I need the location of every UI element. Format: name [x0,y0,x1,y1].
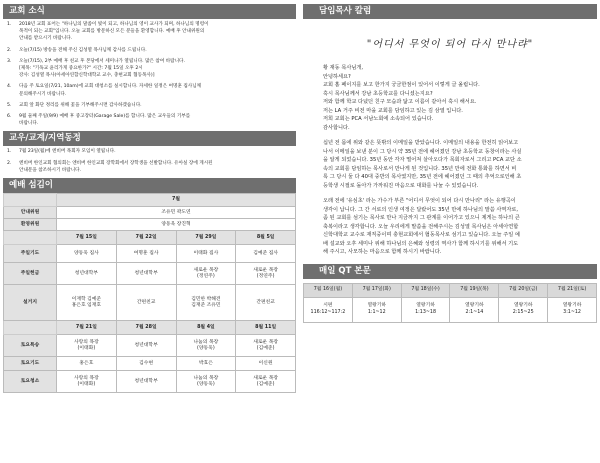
schedule-cell: 조유민 곽도연 [57,207,296,219]
schedule-cell: 양동욱 장진혁 [57,219,296,231]
column-line: 생각이 납니다. 그 간 서로의 인생 여정은 달랐어도 35년 만에 하나님의 말씀 사역자로, [323,206,519,213]
notice-line: 다음 주 토요일(7/21, 10am)에 교회 대청소를 실시합니다. 자세한 일정은 여명훈 집사님께 [19,84,202,90]
notice-line: 안내를 받으시기 바랍니다. [19,36,73,42]
notice-item [7,113,292,127]
qt-passages-row [304,297,597,322]
notice-number: 4. [7,84,12,90]
column-line: 축복이라고 생각합니다. 오늘 우리에게 말씀을 전해주시는 김성열 목사님은 아세아연합 [323,223,519,230]
schedule-cell: 청년대학부 [116,335,176,357]
dates-row [4,321,296,335]
column-line: 황 재동 목사님개, [323,65,364,71]
qt-book: 열왕기하 [513,303,533,308]
schedule-cell: 7월 29일 [176,231,236,245]
qt-verses: 3:1~12 [563,309,581,315]
schedule-row [4,285,296,321]
schedule-cell: 청년대학부 [57,263,117,285]
notice-number: 6. [7,114,12,120]
column-line: 신학대학교 교수로 재직중이며 충현교회에서 협동목사로 섬기고 있습니다. 오늘 주일 예 [323,232,520,238]
qt-book: 시편 [323,303,333,308]
notice-body [19,102,142,109]
schedule-cell: 7월 15일 [57,231,117,245]
schedule-cell: 이재학 김예준 홍은호 임재호 [57,285,117,321]
schedule-cell: 김민한 박해견 김재준 조유민 [176,285,236,321]
left-column [3,4,296,393]
schedule-cell [4,194,57,207]
qt-verses: 2:1~14 [465,309,484,315]
schedule-cell: 청년대학부 [116,263,176,285]
schedule-cell: 청년대학부 [116,371,176,393]
qt-day: 7월 16일(월) [304,283,353,297]
notice-subline: 강사: 김성열 목사(아세아연합신학대학교 교수, 충현교회 협동목사)] [19,73,155,79]
right-column [303,4,597,323]
column-paragraph [323,64,589,132]
notice-body [19,47,147,54]
qt-days-row [304,283,597,297]
qt-book: 열왕기하 [562,303,582,308]
notice-line: 9월 둘째 주일(9/9) 예배 후 중고장터(Garage Sale)를 합니다. 많은 교우들의 기부를 [19,114,191,120]
notice-body [19,21,209,43]
column-line: 감사합니다. [323,124,350,131]
notice-item [7,148,292,155]
schedule-cell: 나눔의 목장 (양동욱) [176,371,236,393]
schedule-row [4,263,296,285]
month-label: 7월 [57,194,296,207]
qt-passage [401,297,450,322]
dates-row [4,231,296,245]
schedule-cell: 8월 4일 [176,321,236,335]
qt-verses: 1:13~18 [415,309,437,315]
qt-passage [450,297,499,322]
notice-item [7,160,292,174]
notice-number: 1. [7,22,12,27]
column-line: 배 설교와 오후 세미나 위해 하나님의 은혜와 성령의 역사가 함께 하시기를 위해서 기도 [323,240,519,247]
schedule-cell: 토요청소 [4,371,57,393]
news-list [3,146,296,174]
qt-passage [499,297,548,322]
schedule-cell: 새로운 목장 (김예준) [236,335,296,357]
schedule-table [3,193,296,393]
column-header: 담임목사 칼럼 [303,4,597,19]
qt-day: 7월 18일(수) [401,283,450,297]
notice-body [19,58,185,80]
schedule-cell: 김수현 [116,357,176,371]
welcome-row [4,219,296,231]
qt-header: 매일 QT 본문 [303,264,597,279]
schedule-cell: 환영위원 [4,219,57,231]
notice-line: 목적이 되는 교회"입니다. 오늘 교회를 방문하신 모든 분들을 환영합니다. 예배 후 안내위원의 [19,29,205,35]
notice-number: 1. [7,149,12,155]
notice-number: 3. [7,58,12,64]
qt-day: 7월 19일(목) [450,283,499,297]
schedule-cell: 이태화 집사 [176,245,236,263]
month-row [4,194,296,207]
schedule-cell: 간편친교 [236,285,296,321]
schedule-cell: 주일기도 [4,245,57,263]
schedule-cell: 새로운 목장 (정연주) [236,263,296,285]
schedule-cell: 김예준 집사 [236,245,296,263]
qt-book: 열왕기하 [367,303,387,308]
column-line: 좀 된 교회를 섬기는 목사로 만나 지금까지 그 관계를 이어가고 있으니 제게는 하나의 큰 [323,215,520,221]
notice-body [19,83,201,97]
qt-verses: 116:12~117:2 [310,309,346,315]
column-line: 혹시 목사님께서 강남 초등학교를 다니셨는지요? [323,90,433,97]
schedule-cell: 주일헌금 [4,263,57,285]
column-line: 교회 홈 페이지를 보고 한가지 궁금한점이 있어서 이렇게 글 올립니다. [323,82,480,88]
notice-line: 교회 앞 화단 정리를 위해 꽃을 기부해주시면 감사하겠습니다. [19,102,142,108]
notice-number: 2. [7,160,12,166]
schedule-row [4,357,296,371]
schedule-cell: 사랑의 목장 (이태화) [57,335,117,357]
schedule-cell: 설거지 [4,285,57,321]
notice-subline: [제목: "기독교 윤리가게 중요한가?" 시간: 7월 15일 오후 2시 [19,66,143,72]
qt-passage [352,297,401,322]
qt-book: 열왕기하 [465,303,484,308]
notice-line: 문의해주시기 바랍니다. [19,91,67,97]
schedule-cell: 간편친교 [116,285,176,321]
column-line: 안녕하세요? [323,73,351,80]
column-line: 속의 교회를 담임하는 목사로서 만나게 된 것입니다. 35년 만에 전화 통화를 하면서 비 [323,165,517,172]
schedule-cell: 토요기도 [4,357,57,371]
schedule-cell: 새로운 목장 (김예준) [236,371,296,393]
notice-item [7,21,292,43]
notice-body [19,148,116,155]
column-paragraph [323,139,589,190]
qt-day: 7월 17일(화) [352,283,401,297]
schedule-cell: 이신원 [236,357,296,371]
schedule-row [4,371,296,393]
notice-body [19,113,190,127]
pastor-column-text [303,64,597,257]
qt-verses: 1:1~12 [367,309,386,315]
schedule-cell: 박효은 [176,357,236,371]
column-line: 오래 전에 '유심초' 라는 가수가 부른 "어디서 무엇이 되어 다시 만나리" 라는 유행곡이 [323,198,516,204]
column-line: 저희 교회는 PCA 서남노회에 소속되어 있습니다. [323,116,434,122]
schedule-cell: 여명훈 집사 [116,245,176,263]
notice-line: 오늘(7/15), 2부 예배 후 친교 후 본당에서 세미나가 열립니다. 많은 참여 바랍니다. [19,58,185,64]
notice-item [7,58,292,80]
schedule-cell: 새로운 목장 (정연주) [176,263,236,285]
schedule-cell: 8월 11일 [236,321,296,335]
column-line: 저는 LA 거주 비전 마을 교회를 담임하고 있는 김 삼열 입니다. [323,107,463,114]
notice-item [7,102,292,109]
qt-book: 열왕기하 [416,303,435,308]
schedule-cell: 홍은호 [57,357,117,371]
notice-line: 엔비버 한인교회 협의회는 엔비버 한인교회 장학회에서 장학생을 선발합니다. 유아실 장에 게시된 [19,160,213,166]
notice-item [7,83,292,97]
notices-header: 교회 소식 [3,4,296,19]
column-line: 등학생 시절로 돌아가 가까워진 마음으로 대화를 나눌 수 있었습니다. [323,182,479,189]
news-header: 교우/교계/지역동정 [3,131,296,146]
notice-number: 5. [7,102,12,108]
qt-day: 7월 20일(금) [499,283,548,297]
schedule-header: 예배 섬김이 [3,178,296,193]
notice-line: 2018년 교회 표어는 "하나님의 말씀이 빛이 되고, 하나님의 영이 교사가 되며, 하나님의 명령이 [19,22,209,27]
notices-list [3,19,296,127]
column-line: 십년 전 몸에 위와 같은 뜻밖의 이메일을 받았습니다. 이메일의 내용을 한전히 읽어보고 [323,140,519,146]
schedule-row [4,335,296,357]
schedule-cell: 7월 28일 [116,321,176,335]
notice-line: 오늘(7/15) 방송을 전해 주신 김성열 목사님께 감사를 드립니다. [19,47,147,53]
schedule-cell: 나눔의 목장 (양동욱) [176,335,236,357]
qt-verses: 2:15~25 [512,309,534,315]
notice-line: 안내문을 참조하시기 바랍니다. [19,167,82,173]
schedule-cell [4,231,57,245]
column-paragraph [323,197,589,257]
handwritten-title: "어디서 무엇이 되어 다시 만나랴" [366,39,534,50]
schedule-cell: 7월 22일 [116,231,176,245]
qt-day: 7월 21일(토) [548,283,597,297]
column-line: 해 주시고, 사모하는 마음으로 함께 하시기 바랍니다. [323,249,442,255]
column-line: 저와 함께 학교 다녔던 친구 모습과 닮고 이름이 같아서 혹시 해서요. [323,99,477,105]
qt-passage [304,297,353,322]
qt-passage [548,297,597,322]
schedule-cell: 7월 21일 [57,321,117,335]
column-line: 을 알게 되었습니다. 35년 동안 각자 떨어져 살아오다가 목회자로서 그리고 PCA 교단 소 [323,157,522,163]
notice-line: 7월 23일(월)에 엔비버 목회자 모임이 열립니다. [19,149,116,155]
schedule-cell: 토요특송 [4,335,57,357]
schedule-row [4,245,296,263]
notice-body [19,160,213,174]
usher-row [4,207,296,219]
schedule-cell: 안내위원 [4,207,57,219]
notice-line: 바랍니다. [19,121,39,127]
schedule-cell: 양동욱 집사 [57,245,117,263]
schedule-cell [4,321,57,335]
notice-number: 2. [7,47,12,53]
notice-item [7,47,292,54]
schedule-cell: 사랑의 목장 (이태화) [57,371,117,393]
schedule-cell: 8월 5일 [236,231,296,245]
qt-table [303,283,597,323]
column-line: 나서 이메일을 보낸 분이 그 당시 약 35년 전에 헤어졌던 강남 초등학교 동창이라는 사실 [323,148,522,155]
column-line: 록 그 당시 둘 다 40대 중반의 목사였지만, 35년 전에 헤어졌던 그 때의 추억으로인해 초 [323,174,522,180]
